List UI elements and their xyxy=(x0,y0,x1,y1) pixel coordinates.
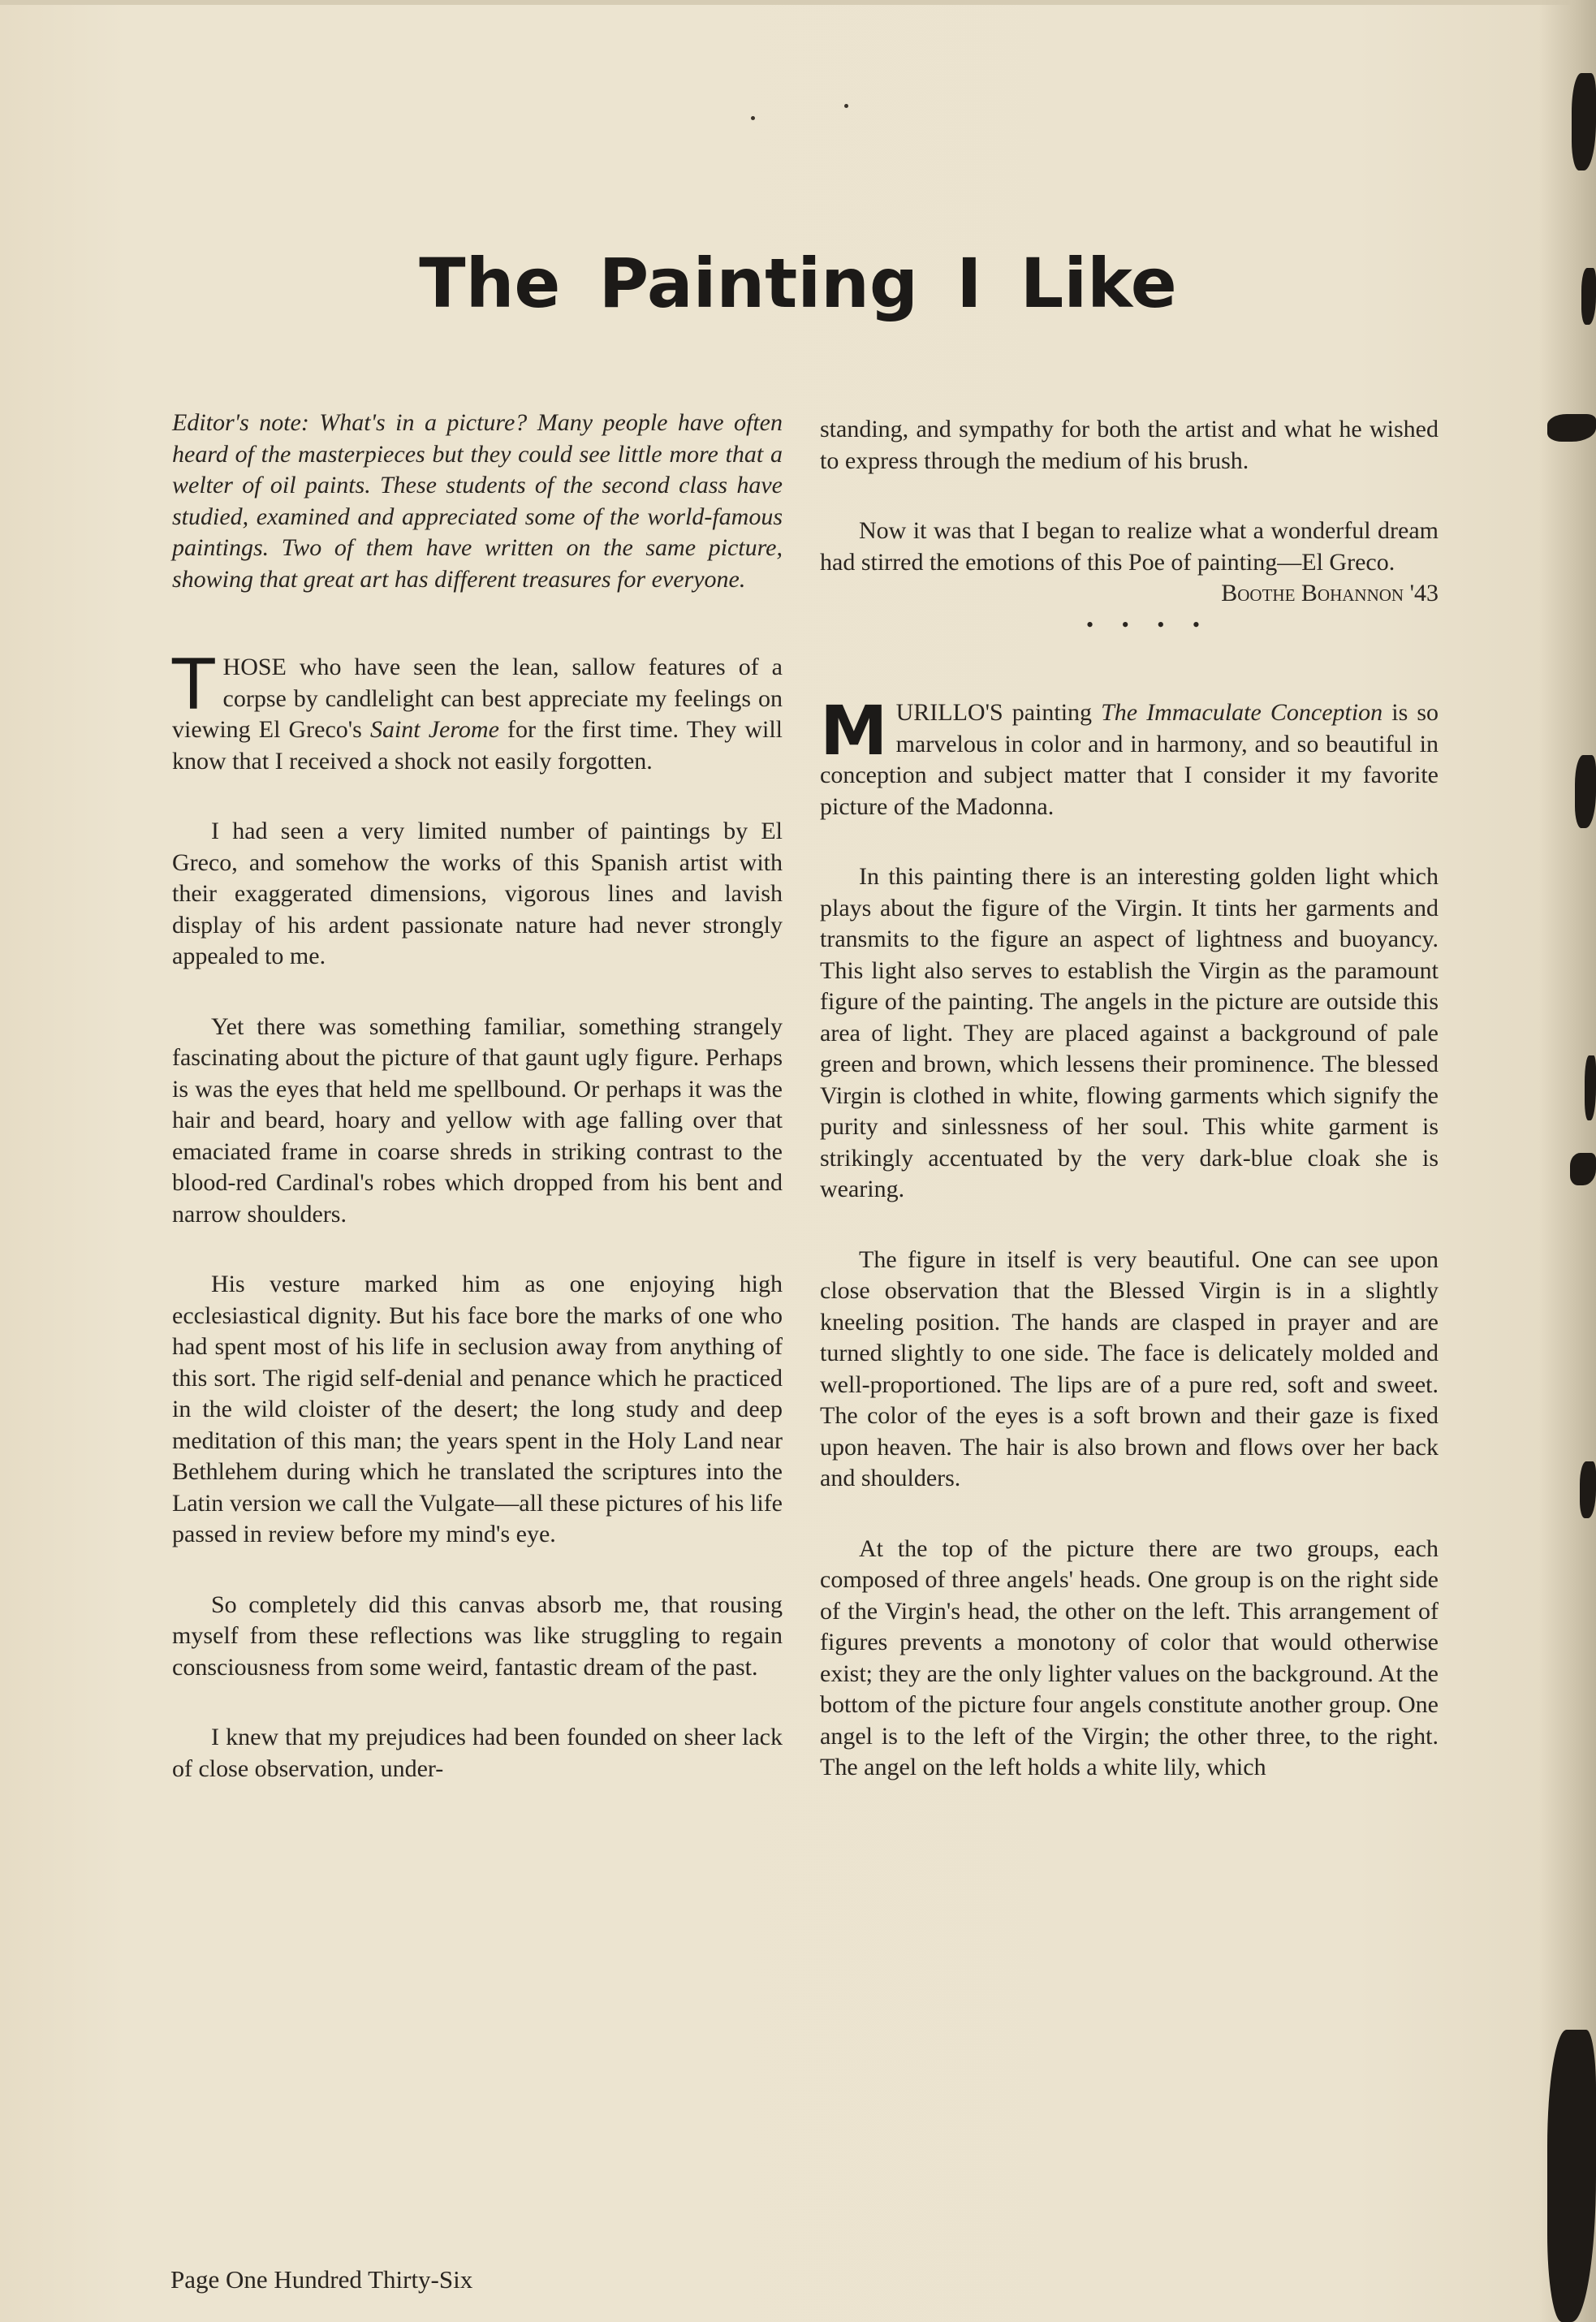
burn-mark xyxy=(1570,1153,1596,1185)
article2-paragraph-1: MURILLO'S painting The Immaculate Conception is so marvelous in color and in harmony, and so beautiful in conception and subject matter that I consider it my favorite picture of the Madonna. xyxy=(820,691,1439,820)
drop-cap: M xyxy=(820,691,888,770)
left-column xyxy=(172,408,783,1785)
page-number-footer: Page One Hundred Thirty-Six xyxy=(170,2265,473,2294)
article1-paragraph-5: So completely did this canvas absorb me, that rousing myself from these reflections was like struggling to regain consciousness from some weird, fantastic dream of the past. xyxy=(172,1590,783,1681)
right-column xyxy=(820,414,1439,1784)
page-title: The Painting I Like xyxy=(419,244,1177,323)
article1-paragraph-6-continued: standing, and sympathy for both the artist and what he wished to express through the medium of his brush. xyxy=(820,416,1439,474)
editor-note: Editor's note: What's in a picture? Many people have often heard of the masterpieces but they could see little more that a welter of oil paints. These students of the second class have studied, examined and appreciated some of the world-famous paintings. Two of them have written on the same picture, showing that great art has different treasures for everyone. xyxy=(172,409,783,593)
article1-paragraph-6: I knew that my prejudices had been founded on sheer lack of close observation, under- xyxy=(172,1724,783,1782)
article1-paragraph-3: Yet there was something familiar, something strangely fascinating about the picture of that gaunt ugly figure. Perhaps is was the eyes that held me spellbound. Or perhaps it was the hair and beard, hoary and yellow with age falling over that emaciated frame in coarse shreds in striking contrast to the blood-red Cardinal's robes which dropped from his bent and narrow shoulders. xyxy=(172,1012,783,1228)
article2-paragraph-3: The figure in itself is very beautiful. One can see upon close observation that the Blessed Virgin is in a slightly kneeling position. The hands are clasped in prayer and are turned slightly to one side. The face is delicately molded and well-proportioned. The lips are of a pure red, soft and sweet. The color of the eyes is a soft brown and their gaze is fixed upon heaven. The hair is also brown and flows over her back and shoulders. xyxy=(820,1245,1439,1491)
author-signature: Boothe Bohannon '43 xyxy=(1221,580,1439,606)
article1-paragraph-4: His vesture marked him as one enjoying high ecclesiastical dignity. But his face bore the marks of one who had spent most of his life in seclusion away from anything of this sort. The rigid self-denial and penance which he practiced in the wild cloister of the desert; the long study and deep meditation of this man; the years spent in the Holy Land near Bethlehem during which he translated the scriptures into the Latin version we call the Vulgate—all these pictures of his life passed in review before my mind's eye. xyxy=(172,1271,783,1547)
article2-paragraph-4: At the top of the picture there are two groups, each composed of three angels' heads. One group is on the right side of the Virgin's head, the other on the left. This arrangement of figures prevents a monotony of color that would otherwise exist; they are the only lighter values on the background. At the bottom of the picture four angels constitute another group. One angel is to the left of the Virgin; the other three, to the right. The angel on the left holds a white lily, which xyxy=(820,1534,1439,1780)
burn-mark xyxy=(1547,414,1596,442)
article1-paragraph-2: I had seen a very limited number of paintings by El Greco, and somehow the works of this Spanish artist with their exaggerated dimensions, vigorous lines and lavish display of his ardent passionate nature had never strongly appealed to me. xyxy=(172,818,783,969)
burn-mark xyxy=(1580,1461,1596,1518)
burn-mark xyxy=(1547,2030,1596,2322)
top-edge xyxy=(0,0,1596,5)
speck xyxy=(751,116,755,120)
article1-paragraph-1: THOSE who have seen the lean, sallow features of a corpse by candlelight can best appreciate my feelings on viewing El Greco's Saint Jerome for the first time. They will know that I received a shock not easily forgotten. xyxy=(172,645,783,775)
article2-paragraph-2: In this painting there is an interesting golden light which plays about the figure of the Virgin. It tints her garments and transmits to the figure an aspect of lightness and buoyancy. This light also serves to establish the Virgin as the paramount figure of the painting. The angels in the picture are outside this area of light. They are placed against a background of pale green and brown, which lessens their prominence. The blessed Virgin is clothed in white, flowing garments which signify the purity and sinlessness of her soul. This white garment is strikingly accentuated by the very dark-blue cloak she is wearing. xyxy=(820,863,1439,1202)
drop-cap: T xyxy=(172,645,215,726)
burn-mark xyxy=(1575,755,1596,828)
section-separator: • • • • xyxy=(1086,612,1211,637)
article1-paragraph-7: Now it was that I began to realize what a wonderful dream had stirred the emotions of this Poe of painting—El Greco. xyxy=(820,517,1439,576)
speck xyxy=(844,104,848,108)
burn-mark xyxy=(1572,73,1596,170)
burn-mark xyxy=(1585,1055,1596,1120)
